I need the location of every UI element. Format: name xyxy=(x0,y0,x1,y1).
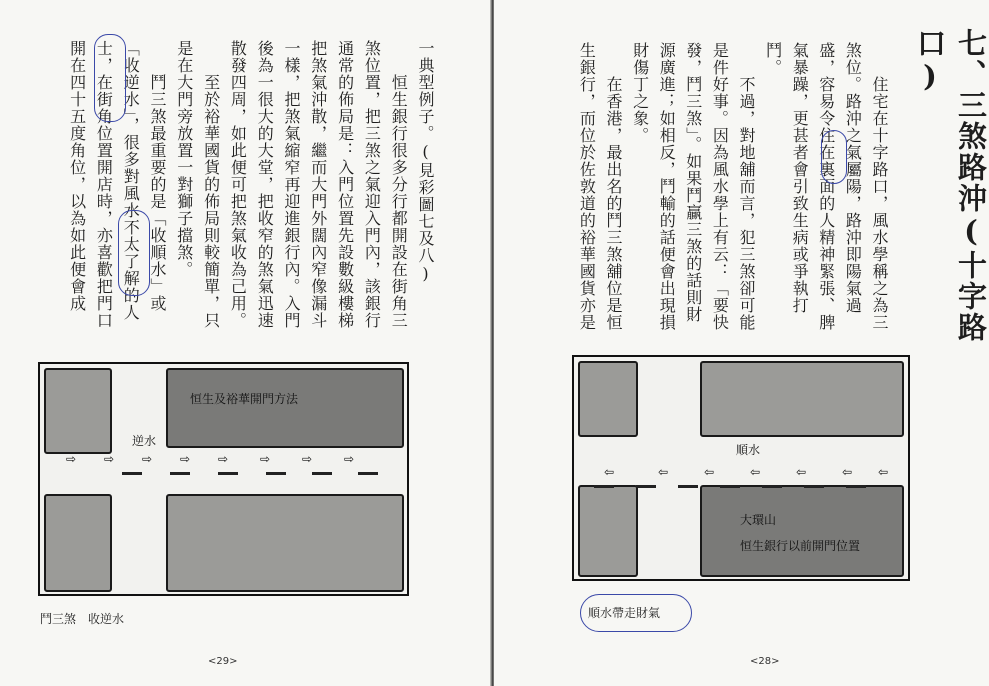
lane-dash xyxy=(266,472,286,475)
text-column: 開在四十五度角位，以為如此便會成 xyxy=(67,40,87,312)
flow-arrow-icon: ⇦ xyxy=(704,465,715,479)
block-bottom-left xyxy=(44,494,112,592)
left-caption: 鬥三煞 收逆水 xyxy=(40,612,125,626)
ink-circle-yang xyxy=(821,130,847,184)
block-top-right xyxy=(700,361,904,437)
text-column: 士，在街角位置開店時，亦喜歡把門口 xyxy=(94,40,114,329)
left-page-number: <29> xyxy=(208,656,238,667)
right-diagram xyxy=(572,355,910,581)
lane-dash xyxy=(358,472,378,475)
lane-dash xyxy=(218,472,238,475)
text-column: 在香港，最出名的鬥三煞舖位是恒 xyxy=(604,42,623,331)
text-column: 是在大門旁放置一對獅子擋煞。 xyxy=(174,40,194,278)
lane-dash xyxy=(594,485,614,488)
text-column: 把煞氣沖散，繼而大門外闊內窄像漏斗 xyxy=(308,40,328,329)
text-column: 至於裕華國貨的佈局則較簡單，只 xyxy=(201,40,221,329)
lane-dash xyxy=(122,472,142,475)
right-block-label-2: 恒生銀行以前開門位置 xyxy=(740,539,861,553)
text-column: 鬥三煞最重要的是「收順水」或 xyxy=(148,40,167,312)
text-column: 煞位。路沖之氣屬陽，路沖即陽氣過 xyxy=(843,42,863,314)
text-column: 通常的佈局是：入門位置先設數級樓梯 xyxy=(335,40,355,329)
flow-arrow-icon: ⇦ xyxy=(604,465,615,479)
text-column: 後為一很大的大堂，把收窄的煞氣迅速 xyxy=(255,40,275,329)
left-block-label: 恒生及裕華開門方法 xyxy=(190,392,299,406)
flow-arrow-icon: ⇨ xyxy=(218,452,229,466)
flow-arrow-icon: ⇨ xyxy=(142,452,153,466)
lane-dash xyxy=(170,472,190,475)
flow-arrow-icon: ⇨ xyxy=(344,452,355,466)
flow-arrow-icon: ⇦ xyxy=(842,465,853,479)
text-column: 住宅在十字路口，風水學稱之為三 xyxy=(870,42,889,331)
left-page xyxy=(0,0,492,686)
right-page xyxy=(494,0,989,686)
chapter-title: 七、三煞路沖(十字路口) xyxy=(913,28,988,343)
flow-arrow-icon: ⇨ xyxy=(260,452,271,466)
lane-dash xyxy=(636,485,656,488)
text-column: 財傷丁之象。 xyxy=(630,42,650,144)
flow-arrow-icon: ⇦ xyxy=(658,465,669,479)
text-column: 鬥。 xyxy=(763,42,783,76)
flow-arrow-icon: ⇨ xyxy=(104,452,115,466)
right-block-label-1: 大環山 xyxy=(740,513,777,527)
text-column: 發，鬥三煞」。如果鬥贏三煞的話則財 xyxy=(683,42,703,323)
block-top-left xyxy=(44,368,112,454)
text-column: 一典型例子。(見彩圖七及八) xyxy=(416,40,435,284)
flow-arrow-icon: ⇦ xyxy=(796,465,807,479)
block-top-left xyxy=(578,361,638,437)
ink-circle-shou-ni-shui xyxy=(94,34,126,122)
lane-dash xyxy=(720,485,740,488)
lane-dash xyxy=(312,472,332,475)
flow-arrow-icon: ⇦ xyxy=(750,465,761,479)
ink-circle-shou-shun-shui xyxy=(118,210,150,296)
left-diagram xyxy=(38,362,409,596)
text-column: 「收逆水」，很多對風水不太了解的人 xyxy=(121,40,141,321)
lane-dash xyxy=(678,485,698,488)
block-top-right xyxy=(166,368,404,448)
text-column: 不過，對地舖而言，犯三煞卻可能 xyxy=(737,42,756,331)
flow-arrow-icon: ⇨ xyxy=(302,452,313,466)
lane-dash xyxy=(804,485,824,488)
text-column: 散發四周，如此便可把煞氣收為己用。 xyxy=(228,40,248,329)
right-caption: 順水帶走財氣 xyxy=(588,606,661,620)
text-column: 一樣，把煞氣縮窄再迎進銀行內。入門 xyxy=(282,40,301,329)
right-water-label: 順水 xyxy=(736,443,761,457)
flow-arrow-icon: ⇨ xyxy=(180,452,191,466)
flow-arrow-icon: ⇦ xyxy=(878,465,889,479)
text-column: 是件好事。因為風水學上有云：「要快 xyxy=(710,42,730,331)
block-bottom-left xyxy=(578,485,638,577)
block-bottom-right xyxy=(166,494,404,592)
text-column: 生銀行，而位於佐敦道的裕華國貨亦是 xyxy=(577,42,597,331)
text-column: 恒生銀行很多分行都開設在街角三 xyxy=(389,40,409,329)
text-column: 盛，容易令住在裏面的人精神緊張、脾 xyxy=(816,42,836,331)
flow-arrow-icon: ⇨ xyxy=(66,452,77,466)
text-column: 源廣進；如相反，鬥輸的話便會出現損 xyxy=(657,42,677,331)
right-page-number: <28> xyxy=(750,656,780,667)
block-bottom-right xyxy=(700,485,904,577)
text-column: 氣暴躁，更甚者會引致生病或爭執打 xyxy=(790,42,810,314)
left-water-label: 逆水 xyxy=(132,434,157,448)
lane-dash xyxy=(846,485,866,488)
lane-dash xyxy=(762,485,782,488)
text-column: 煞位置，把三煞之氣迎入門內，該銀行 xyxy=(362,40,382,329)
